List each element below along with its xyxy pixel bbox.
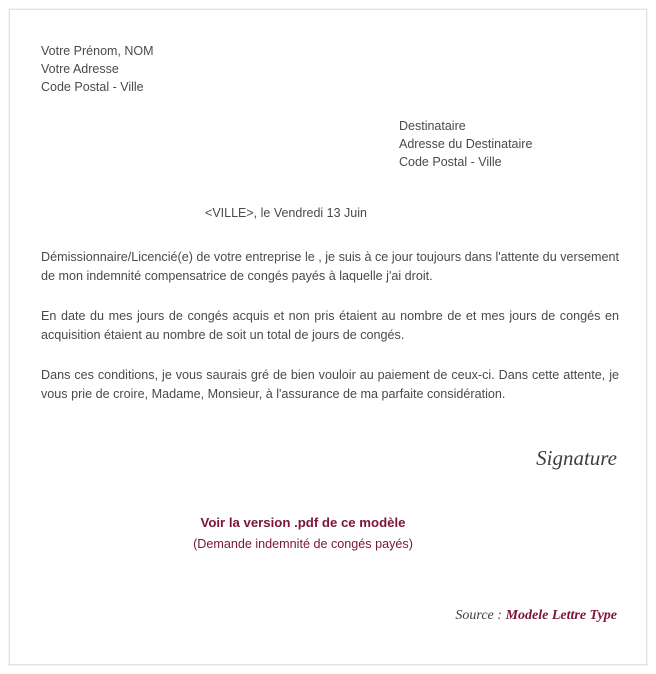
source-link[interactable]: Modele Lettre Type: [505, 608, 617, 623]
letter-paragraph-2: En date du mes jours de congés acquis et non pris étaient au nombre de et mes jours de congés en acquisition étaient au nombre de soit un total de jours de congés.: [41, 309, 619, 342]
sender-city: Code Postal - Ville: [41, 80, 144, 94]
sender-address-block: [41, 42, 619, 96]
pdf-version-subtitle: (Demande indemnité de congés payés): [193, 537, 413, 551]
source-credit: [41, 607, 617, 624]
place-and-date: <VILLE>, le Vendredi 13 Juin: [205, 206, 367, 220]
letter-paragraph-1: Démissionnaire/Licencié(e) de votre entreprise le , je suis à ce jour toujours dans l'attente du versement de mon indemnité compensatrice de congés payés à laquelle j'ai droit.: [41, 250, 619, 283]
pdf-version-link[interactable]: Voir la version .pdf de ce modèle: [200, 515, 406, 530]
pdf-version-block: [0, 514, 619, 551]
letter-sheet: [9, 9, 647, 665]
letter-body: [41, 30, 619, 624]
recipient-name: Destinataire: [399, 119, 466, 133]
letter-paragraph-3: Dans ces conditions, je vous saurais gré de bien vouloir au paiement de ceux-ci. Dans cette attente, je vous prie de croire, Madame, Monsieur, à l'assurance de ma parfaite considération.: [41, 368, 619, 401]
recipient-street: Adresse du Destinataire: [399, 137, 533, 151]
source-label: Source :: [455, 608, 502, 623]
sender-street: Votre Adresse: [41, 62, 119, 76]
signature-line: Signature: [536, 446, 617, 470]
recipient-city: Code Postal - Ville: [399, 155, 502, 169]
recipient-address-block: [399, 117, 619, 171]
sender-name: Votre Prénom, NOM: [41, 44, 154, 58]
